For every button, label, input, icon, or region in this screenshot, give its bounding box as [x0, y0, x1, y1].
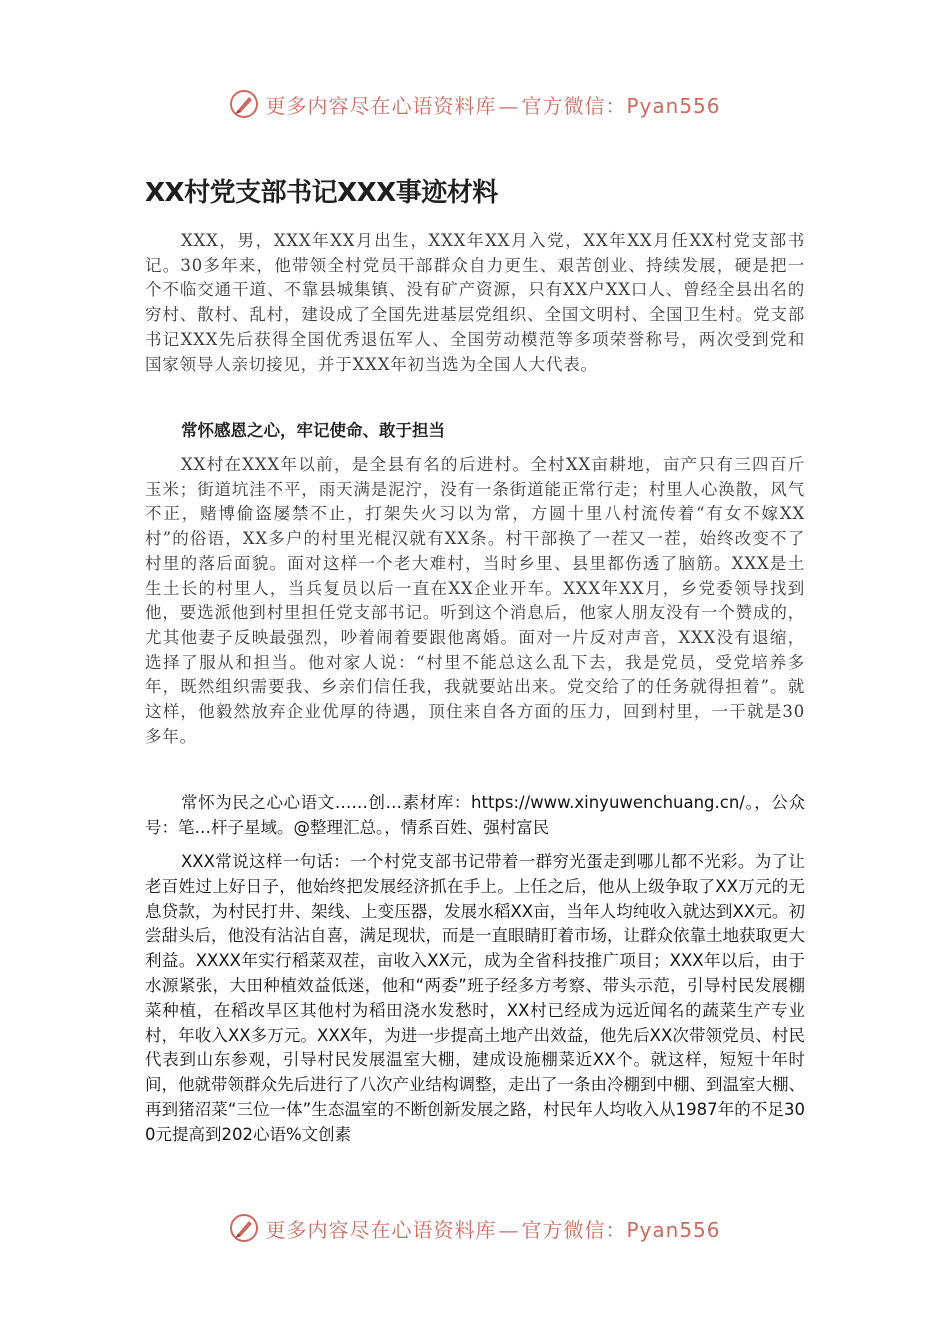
intro-paragraph: XXX，男，XXX年XX月出生，XXX年XX月入党，XX年XX月任XX村党支部书记。30多年来，他带领全村党员干部群众自力更生、艰苦创业、持续发展，硬是把一个不临交通干道、不靠县城集镇、没有矿产资源，只有XX户XX口人、曾经全县出名的穷村、散村、乱村，建设成了全国先进基层党组织、全国文明村、全国卫生村。党支部书记XXX先后获得全国优秀退伍军人、全国劳动模范等多项荣誉称号，两次受到党和国家领导人亲切接见，并于XXX年初当选为全国人大代表。 [145, 231, 805, 374]
banner-text [265, 1214, 720, 1243]
banner-dash: — [498, 1217, 520, 1242]
background-paragraph: XX村在XXX年以前，是全县有名的后进村。全村XX亩耕地，亩产只有三四百斤玉米；街道坑洼不平，雨天满是泥泞，没有一条街道能正常行走；村里人心涣散，风气不正，赌博偷盗屡禁不止，打架失火习以为常，方圆十里八村流传着“有女不嫁XX村”的俗语，XX多户的村里光棍汉就有XX条。村干部换了一茬又一茬，始终改变不了村里的落后面貌。面对这样一个老大难村，当时乡里、县里都伤透了脑筋。XXX是土生土长的村里人，当兵复员以后一直在XX企业开车。XXX年XX月，乡党委领导找到他，要选派他到村里担任党支部书记。听到这个消息后，他家人朋友没有一个赞成的，尤其他妻子反映最强烈，吵着闹着要跟他离婚。面对一片反对声音，XXX没有退缩，选择了服从和担当。他对家人说：“村里不能总这么乱下去，我是党员，受党培养多年，既然组织需要我、乡亲们信任我，我就要站出来。党交给了的任务就得担着”。就这样，他毅然放弃企业优厚的待遇，顶住来自各方面的压力，回到村里，一干就是30多年。 [145, 455, 805, 746]
document-title: XX村党支部书记XXX事迹材料 [145, 178, 498, 208]
section-heading: 常怀感恩之心，牢记使命、敢于担当 [181, 421, 445, 440]
watermark-paragraph: 常怀为民之心心语文……创…素材库：https://www.xinyuwenchuang.cn/。，公众号：笔…杆子星域。@整理汇总。，情系百姓、强村富民 [145, 793, 805, 837]
quill-pen-logo-icon [229, 1213, 259, 1243]
header-banner [0, 84, 950, 124]
banner-slogan: 更多内容尽在心语资料库 [265, 1217, 497, 1242]
banner-wechat-label: 官方微信： [521, 93, 627, 118]
development-paragraph: XXX常说这样一句话：一个村党支部书记带着一群穷光蛋走到哪儿都不光彩。为了让老百姓过上好日子，他始终把发展经济抓在手上。上任之后，他从上级争取了XX万元的无息贷款，为村民打井、架线、上变压器，发展水稻XX亩，当年人均纯收入就达到XX元。初尝甜头后，他没有沾沾自喜，满足现状，而是一直眼睛盯着市场，让群众依靠土地获取更大利益。XXXX年实行稻菜双茬，亩收入XX元，成为全省科技推广项目；XXX年以后，由于水源紧张，大田种植效益低迷，他和“两委”班子经多方考察、带头示范，引导村民发展棚菜种植，在稻改旱区其他村为稻田浇水发愁时，XX村已经成为远近闻名的蔬菜生产专业村，年收入XX多万元。XXX年，为进一步提高土地产出效益，他先后XX次带领党员、村民代表到山东参观，引导村民发展温室大棚，建成设施棚菜近XX个。就这样，短短十年时间，他就带领群众先后进行了八次产业结构调整，走出了一条由冷棚到中棚、到温室大棚、再到猪沼菜“三位一体”生态温室的不断创新发展之路，村民年人均收入从1987年的不足300元提高到202心语%文创素 [145, 852, 805, 1144]
banner-wechat-label: 官方微信： [521, 1217, 627, 1242]
footer-banner [0, 1208, 950, 1248]
banner-text [265, 90, 720, 119]
banner-wechat-id: Pyan556 [626, 1217, 721, 1242]
banner-slogan: 更多内容尽在心语资料库 [265, 93, 497, 118]
banner-wechat-id: Pyan556 [626, 93, 721, 118]
banner-dash: — [498, 93, 520, 118]
quill-pen-logo-icon [229, 89, 259, 119]
